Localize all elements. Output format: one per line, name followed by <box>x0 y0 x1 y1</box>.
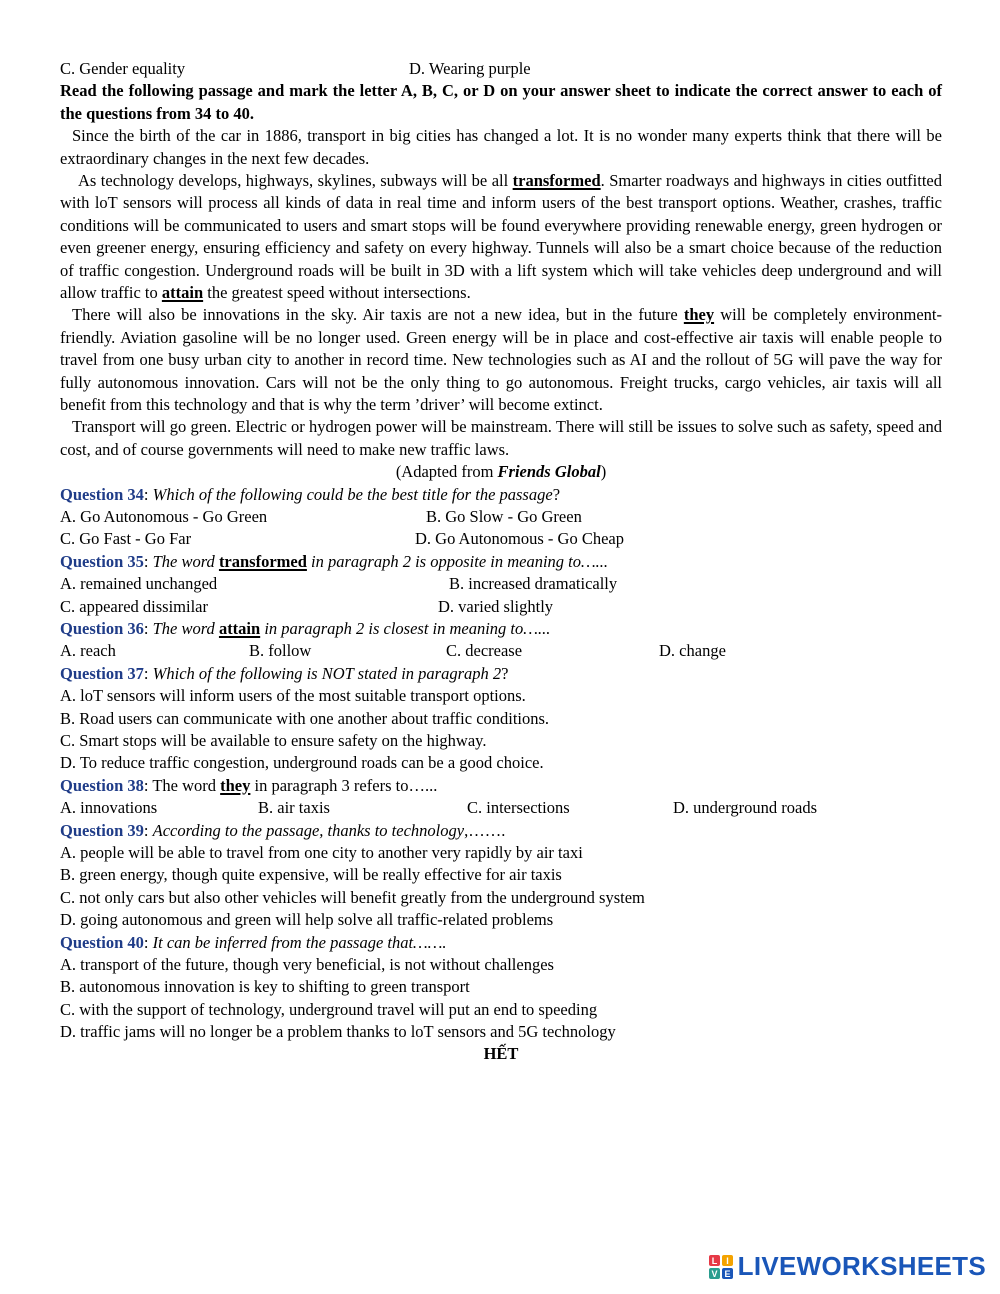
question-40-stem: Question 40: It can be inferred from the passage that……. <box>60 932 447 952</box>
keyword-they: they <box>683 305 715 325</box>
q40-option-a[interactable]: A. transport of the future, though very beneficial, is not without challenges <box>60 954 554 974</box>
question-35-row-1 <box>60 573 942 595</box>
q36-option-d[interactable]: D. change <box>659 641 726 661</box>
svg-text:E: E <box>724 1268 731 1279</box>
instruction: Read the following passage and mark the letter A, B, C, or D on your answer sheet to indicate the correct answer to each of the questions from 34 to 40. <box>60 81 942 123</box>
keyword-attain: attain <box>161 283 204 303</box>
q34-option-c[interactable]: C. Go Fast - Go Far <box>60 529 192 549</box>
q40-option-c[interactable]: C. with the support of technology, underground travel will put an end to speeding <box>60 999 598 1019</box>
q36-option-c[interactable]: C. decrease <box>446 641 523 661</box>
svg-text:L: L <box>711 1255 717 1266</box>
q36-option-a[interactable]: A. reach <box>60 641 116 661</box>
q35-option-c[interactable]: C. appeared dissimilar <box>60 596 209 616</box>
question-37-stem: Question 37: Which of the following is NOT stated in paragraph 2? <box>60 663 509 683</box>
previous-question-options <box>60 58 942 80</box>
worksheet-page <box>60 58 942 1066</box>
q39-option-c[interactable]: C. not only cars but also other vehicles will benefit greatly from the underground system <box>60 887 645 907</box>
q36-option-b[interactable]: B. follow <box>249 641 312 661</box>
q39-option-d[interactable]: D. going autonomous and green will help solve all traffic-related problems <box>60 910 554 930</box>
keyword-transformed: transformed <box>512 171 601 191</box>
q35-option-b[interactable]: B. increased dramatically <box>449 574 618 594</box>
passage-paragraph-3: There will also be innovations in the sky. Air taxis are not a new idea, but in the future they will be completely environment-friendly. Aviation gasoline will be no longer used. Green energy will be in place and cost-effective air taxis will enable people to travel from one busy urban city to another in record time. New technologies such as AI and the rollout of 5G will pave the way for fully autonomous innovation. Cars will not be the only thing to go autonomous. Freight trucks, cargo vehicles, air taxis will all benefit from this technology and that is why the term ’driver’ will become extinct. <box>60 305 942 415</box>
question-35-row-2 <box>60 596 942 618</box>
q37-option-c[interactable]: C. Smart stops will be available to ensure safety on the highway. <box>60 730 487 750</box>
question-39-stem: Question 39: According to the passage, thanks to technology,……. <box>60 820 506 840</box>
q39-option-a[interactable]: A. people will be able to travel from one city to another very rapidly by air taxi <box>60 842 583 862</box>
passage-source: (Adapted from Friends Global) <box>395 462 607 482</box>
question-36-options <box>60 640 942 662</box>
q38-option-a[interactable]: A. innovations <box>60 798 158 818</box>
question-38-stem: Question 38: The word they in paragraph 3 refers to…... <box>60 775 438 795</box>
option-c[interactable]: C. Gender equality <box>60 59 186 78</box>
q34-option-a[interactable]: A. Go Autonomous - Go Green <box>60 507 268 527</box>
svg-text:V: V <box>711 1268 718 1279</box>
question-36-stem: Question 36: The word attain in paragraph 2 is closest in meaning to…... <box>60 619 551 639</box>
question-34-row-2 <box>60 528 942 550</box>
question-35-stem: Question 35: The word transformed in paragraph 2 is opposite in meaning to…... <box>60 551 609 571</box>
liveworksheets-icon <box>708 1254 734 1280</box>
q34-option-d[interactable]: D. Go Autonomous - Go Cheap <box>415 529 624 549</box>
q38-option-b[interactable]: B. air taxis <box>258 798 330 818</box>
passage-paragraph-1: Since the birth of the car in 1886, transport in big cities has changed a lot. It is no wonder many experts think that there will be extraordinary changes in the next few decades. <box>60 126 942 168</box>
q37-option-d[interactable]: D. To reduce traffic congestion, underground roads can be a good choice. <box>60 753 544 773</box>
svg-text:I: I <box>725 1255 729 1266</box>
q39-option-b[interactable]: B. green energy, though quite expensive, will be really effective for air taxis <box>60 865 562 885</box>
passage-paragraph-2: As technology develops, highways, skylines, subways will be all transformed. Smarter roadways and highways in cities outfitted with loT sensors will process all kinds of data in real time and inform users of the best transport options. Weather, crashes, traffic conditions will be communicated to users and smart stops will be found everywhere providing renewable energy, green hydrogen or even greener energy, ensuring efficiency and safety on every highway. Tunnels will also be a smart choice because of the reduction of traffic congestion. Underground roads will be built in 3D with a lift system which will take vehicles deep underground and will allow traffic to attain the greatest speed without intersections. <box>60 171 942 303</box>
option-d[interactable]: D. Wearing purple <box>409 59 531 78</box>
q35-option-d[interactable]: D. varied slightly <box>438 596 554 616</box>
passage-paragraph-4: Transport will go green. Electric or hydrogen power will be mainstream. There will still be issues to solve such as safety, speed and cost, and of course governments will need to make new traffic laws. <box>60 417 942 459</box>
liveworksheets-logo <box>708 1251 986 1282</box>
question-38-options <box>60 797 942 819</box>
q37-option-a[interactable]: A. loT sensors will inform users of the most suitable transport options. <box>60 686 526 706</box>
end-mark: HẾT <box>483 1044 519 1064</box>
q38-option-d[interactable]: D. underground roads <box>673 798 818 818</box>
q34-option-b[interactable]: B. Go Slow - Go Green <box>426 507 582 527</box>
question-34-stem: Question 34: Which of the following could be the best title for the passage? <box>60 484 561 504</box>
q40-option-d[interactable]: D. traffic jams will no longer be a problem thanks to loT sensors and 5G technology <box>60 1022 616 1042</box>
logo-text: LIVEWORKSHEETS <box>737 1251 986 1281</box>
question-34-row-1 <box>60 506 942 528</box>
q40-option-b[interactable]: B. autonomous innovation is key to shifting to green transport <box>60 977 470 997</box>
q37-option-b[interactable]: B. Road users can communicate with one another about traffic conditions. <box>60 708 550 728</box>
q35-option-a[interactable]: A. remained unchanged <box>60 574 218 594</box>
q38-option-c[interactable]: C. intersections <box>467 798 570 818</box>
